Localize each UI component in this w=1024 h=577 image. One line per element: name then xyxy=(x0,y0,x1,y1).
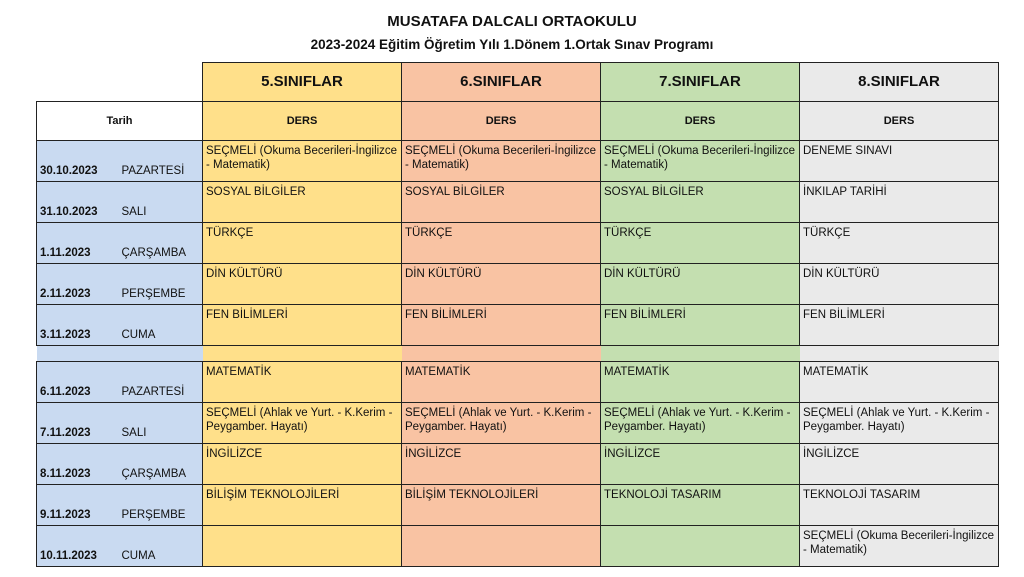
exam-date: 2.11.2023 xyxy=(37,264,119,305)
exam-date: 6.11.2023 xyxy=(37,362,119,403)
subject-6th: SEÇMELİ (Ahlak ve Yurt. - K.Kerim - Peygamber. Hayatı) xyxy=(402,403,601,444)
subject-5th: FEN BİLİMLERİ xyxy=(203,305,402,346)
exam-day: SALI xyxy=(119,182,203,223)
class-header-row xyxy=(37,63,999,102)
subject-header-row xyxy=(37,102,999,141)
subject-8th: TÜRKÇE xyxy=(800,223,999,264)
exam-day: SALI xyxy=(119,403,203,444)
table-row xyxy=(37,141,999,182)
exam-date: 9.11.2023 xyxy=(37,485,119,526)
exam-date: 31.10.2023 xyxy=(37,182,119,223)
week2-rows xyxy=(37,362,999,567)
header-blank xyxy=(37,63,203,102)
subject-7th: TEKNOLOJİ TASARIM xyxy=(601,485,800,526)
exam-day: PERŞEMBE xyxy=(119,264,203,305)
subject-header: DERS xyxy=(800,102,999,141)
subject-6th: SEÇMELİ (Okuma Becerileri-İngilizce - Matematik) xyxy=(402,141,601,182)
table-row xyxy=(37,182,999,223)
subject-8th: MATEMATİK xyxy=(800,362,999,403)
subject-8th: TEKNOLOJİ TASARIM xyxy=(800,485,999,526)
exam-day: CUMA xyxy=(119,526,203,567)
subject-5th: MATEMATİK xyxy=(203,362,402,403)
program-title: 2023-2024 Eğitim Öğretim Yılı 1.Dönem 1.Ortak Sınav Programı xyxy=(310,37,714,52)
date-column-header: Tarih xyxy=(37,102,203,141)
subject-6th xyxy=(402,526,601,567)
subject-7th: DİN KÜLTÜRÜ xyxy=(601,264,800,305)
class-header-7: 7.SINIFLAR xyxy=(601,63,800,102)
class-header-8: 8.SINIFLAR xyxy=(800,63,999,102)
subject-7th: SOSYAL BİLGİLER xyxy=(601,182,800,223)
subject-header: DERS xyxy=(402,102,601,141)
subject-7th xyxy=(601,526,800,567)
subject-5th: SEÇMELİ (Ahlak ve Yurt. - K.Kerim - Peygamber. Hayatı) xyxy=(203,403,402,444)
subject-5th: BİLİŞİM TEKNOLOJİLERİ xyxy=(203,485,402,526)
subject-8th: SEÇMELİ (Ahlak ve Yurt. - K.Kerim - Peygamber. Hayatı) xyxy=(800,403,999,444)
subject-7th: SEÇMELİ (Okuma Becerileri-İngilizce - Matematik) xyxy=(601,141,800,182)
subject-5th: TÜRKÇE xyxy=(203,223,402,264)
subject-7th: İNGİLİZCE xyxy=(601,444,800,485)
exam-day: ÇARŞAMBA xyxy=(119,444,203,485)
subject-6th: BİLİŞİM TEKNOLOJİLERİ xyxy=(402,485,601,526)
exam-day: ÇARŞAMBA xyxy=(119,223,203,264)
subject-8th: FEN BİLİMLERİ xyxy=(800,305,999,346)
subject-6th: DİN KÜLTÜRÜ xyxy=(402,264,601,305)
table-row xyxy=(37,403,999,444)
subject-6th: TÜRKÇE xyxy=(402,223,601,264)
table-row xyxy=(37,264,999,305)
exam-date: 7.11.2023 xyxy=(37,403,119,444)
exam-date: 3.11.2023 xyxy=(37,305,119,346)
class-header-5: 5.SINIFLAR xyxy=(203,63,402,102)
exam-schedule-table xyxy=(36,62,999,567)
subject-8th: İNGİLİZCE xyxy=(800,444,999,485)
subject-7th: FEN BİLİMLERİ xyxy=(601,305,800,346)
subject-header: DERS xyxy=(601,102,800,141)
subject-6th: FEN BİLİMLERİ xyxy=(402,305,601,346)
subject-5th: İNGİLİZCE xyxy=(203,444,402,485)
exam-day: PAZARTESİ xyxy=(119,362,203,403)
school-name: MUSATAFA DALCALI ORTAOKULU xyxy=(387,13,637,30)
table-row xyxy=(37,223,999,264)
table-row xyxy=(37,444,999,485)
subject-5th: SEÇMELİ (Okuma Becerileri-İngilizce - Matematik) xyxy=(203,141,402,182)
subject-8th: DİN KÜLTÜRÜ xyxy=(800,264,999,305)
subject-7th: SEÇMELİ (Ahlak ve Yurt. - K.Kerim - Peygamber. Hayatı) xyxy=(601,403,800,444)
subject-7th: MATEMATİK xyxy=(601,362,800,403)
subject-8th: DENEME SINAVI xyxy=(800,141,999,182)
table-row xyxy=(37,305,999,346)
exam-day: PERŞEMBE xyxy=(119,485,203,526)
subject-5th: SOSYAL BİLGİLER xyxy=(203,182,402,223)
subject-6th: İNGİLİZCE xyxy=(402,444,601,485)
table-row xyxy=(37,526,999,567)
exam-date: 8.11.2023 xyxy=(37,444,119,485)
subject-5th xyxy=(203,526,402,567)
subject-header: DERS xyxy=(203,102,402,141)
week-separator xyxy=(37,346,999,362)
table-row xyxy=(37,485,999,526)
exam-day: PAZARTESİ xyxy=(119,141,203,182)
subject-6th: MATEMATİK xyxy=(402,362,601,403)
exam-date: 10.11.2023 xyxy=(37,526,119,567)
class-header-6: 6.SINIFLAR xyxy=(402,63,601,102)
subject-8th: SEÇMELİ (Okuma Becerileri-İngilizce - Matematik) xyxy=(800,526,999,567)
subject-5th: DİN KÜLTÜRÜ xyxy=(203,264,402,305)
week1-rows xyxy=(37,141,999,346)
subject-7th: TÜRKÇE xyxy=(601,223,800,264)
subject-8th: İNKILAP TARİHİ xyxy=(800,182,999,223)
exam-day: CUMA xyxy=(119,305,203,346)
subject-6th: SOSYAL BİLGİLER xyxy=(402,182,601,223)
exam-date: 30.10.2023 xyxy=(37,141,119,182)
exam-date: 1.11.2023 xyxy=(37,223,119,264)
table-row xyxy=(37,362,999,403)
